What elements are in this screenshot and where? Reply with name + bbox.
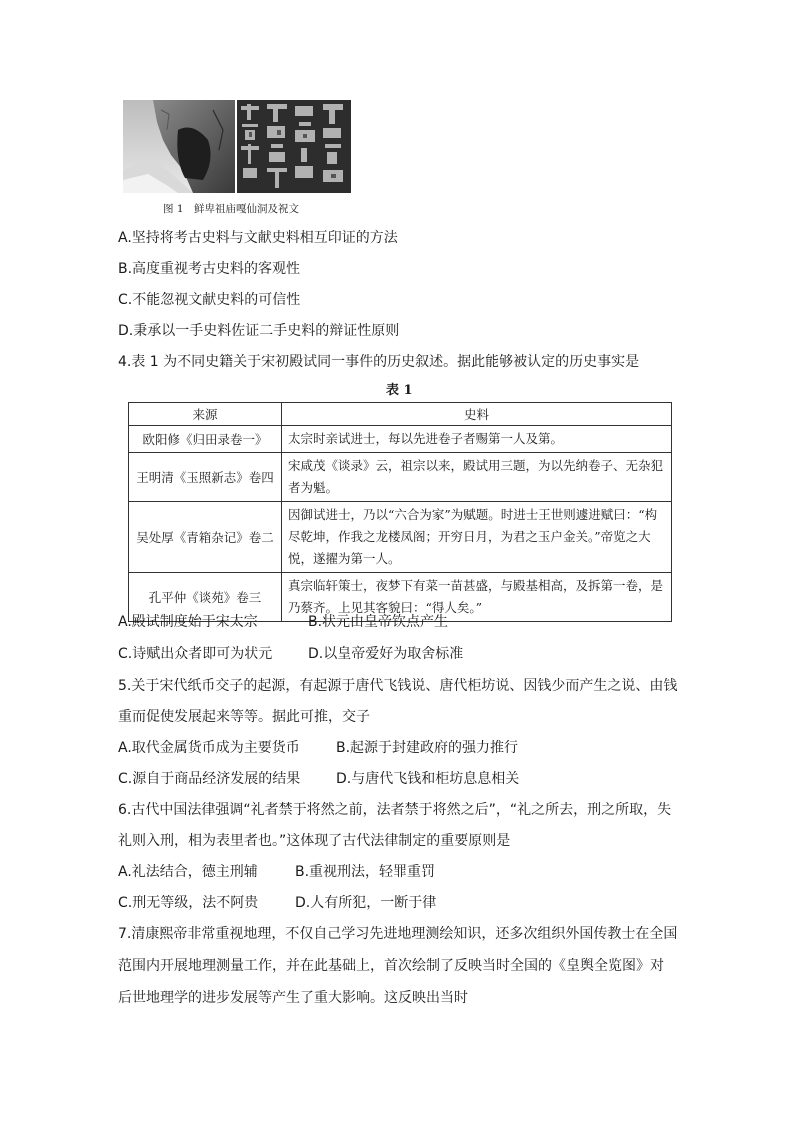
q4-option-a: A.殿试制度始于宋太宗 [118, 614, 258, 630]
table-cell-text: 真宗临轩策士，夜梦下有菜一苗甚盛，与殿基相高，及拆第一卷，是乃蔡齐。上见其客貌曰：“得人矣。” [282, 573, 672, 622]
figure-caption: 图 1 鲜卑祖庙嘎仙洞及祝文 [163, 203, 300, 215]
q5-option-a: A.取代金属货币成为主要货币 [118, 740, 300, 756]
q6-option-b: B.重视刑法，轻罪重罚 [295, 864, 436, 880]
q3-option-d: D.秉承以一手史料佐证二手史料的辩证性原则 [118, 323, 400, 339]
q4-option-d: D.以皇帝爱好为取舍标准 [308, 646, 464, 662]
table-header-row [129, 403, 672, 426]
q6-option-a: A.礼法结合，德主刑辅 [118, 864, 258, 880]
inscription-rubbing [237, 100, 351, 193]
q4-stem: 4.表 1 为不同史籍关于宋初殿试同一事件的历史叙述。据此能够被认定的历史事实是 [118, 354, 640, 370]
table-header-source: 来源 [129, 403, 282, 426]
q5-option-b: B.起源于封建政府的强力推行 [336, 740, 519, 756]
table-row [129, 453, 672, 502]
figure-1 [123, 100, 351, 193]
table-cell-text: 因御试进士，乃以“六合为家”为赋题。时进士王世则遽进赋曰：“构尽乾坤，作我之龙楼凤阁；开穷日月，为君之玉户金关。”帝览之大悦，遂擢为第一人。 [282, 502, 672, 573]
q3-option-b: B.高度重视考古史料的客观性 [118, 261, 301, 277]
q6-option-c: C.刑无等级，法不阿贵 [118, 895, 259, 911]
q7-stem-line2: 范围内开展地理测量工作，并在此基础上，首次绘制了反映当时全国的《皇舆全览图》对 [118, 958, 664, 974]
q5-stem-line2: 重而促使发展起来等等。据此可推，交子 [118, 709, 370, 725]
table-header-text: 史料 [282, 403, 672, 426]
table-title: 表 1 [386, 383, 413, 398]
table-row [129, 502, 672, 573]
table-cell-source: 吴处厚《青箱杂记》卷二 [129, 502, 282, 573]
table-cell-text: 太宗时亲试进士，每以先进卷子者赐第一人及第。 [282, 426, 672, 453]
source-table [128, 402, 672, 622]
cave-photo [123, 100, 235, 193]
q4-option-c: C.诗赋出众者即可为状元 [118, 646, 273, 662]
table-cell-source: 王明清《玉照新志》卷四 [129, 453, 282, 502]
table-cell-source: 欧阳修《归田录卷一》 [129, 426, 282, 453]
q4-option-b: B.状元由皇帝钦点产生 [308, 614, 449, 630]
table-cell-text: 宋咸茂《谈录》云，祖宗以来，殿试用三题，为以先纳卷子、无杂犯者为魁。 [282, 453, 672, 502]
q6-stem-line2: 礼则入刑，相为表里者也。”这体现了古代法律制定的重要原则是 [118, 833, 511, 849]
q3-option-a: A.坚持将考古史料与文献史料相互印证的方法 [118, 230, 398, 246]
q3-option-c: C.不能忽视文献史料的可信性 [118, 292, 301, 308]
q6-stem-line1: 6.古代中国法律强调“礼者禁于将然之前，法者禁于将然之后”，“礼之所去，刑之所取，失 [118, 802, 672, 818]
table-row [129, 426, 672, 453]
q7-stem-line3: 后世地理学的进步发展等产生了重大影响。这反映出当时 [118, 990, 468, 1006]
q5-option-d: D.与唐代飞钱和柜坊息息相关 [336, 771, 520, 787]
q5-option-c: C.源自于商品经济发展的结果 [118, 771, 301, 787]
q6-option-d: D.人有所犯，一断于律 [295, 895, 437, 911]
q7-stem-line1: 7.清康熙帝非常重视地理，不仅自己学习先进地理测绘知识，还多次组织外国传教士在全国 [118, 926, 678, 942]
q5-stem-line1: 5.关于宋代纸币交子的起源，有起源于唐代飞钱说、唐代柜坊说、因钱少而产生之说、由钱 [118, 678, 678, 694]
table-cell-source: 孔平仲《谈苑》卷三 [129, 573, 282, 622]
